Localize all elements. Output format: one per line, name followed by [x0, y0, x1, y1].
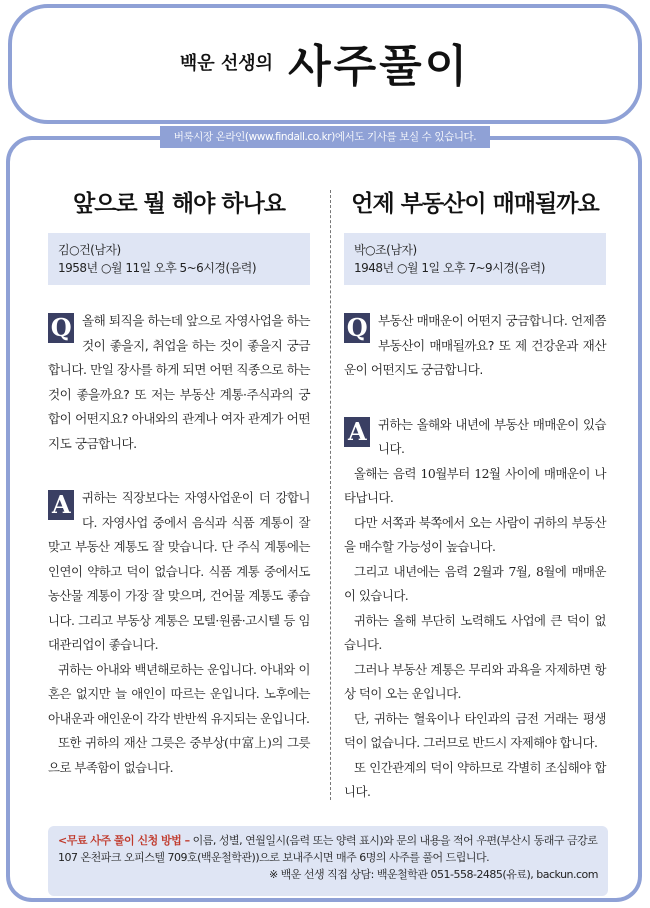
column-left [48, 185, 310, 780]
column-right [344, 185, 606, 805]
right-answer-paragraph: 다만 서쪽과 북쪽에서 오는 사람이 귀하의 부동산을 매수할 가능성이 높습니다. [344, 514, 606, 554]
application-method-heading: <무료 사주 풀이 신청 방법 – [58, 834, 190, 847]
contact-line: ※ 백운 선생 직접 상담: 백운철학관 051-558-2485(유료), backun.com [268, 868, 598, 881]
application-method-body: 이름, 성별, 연월일시(음력 또는 양력 표시)와 문의 내용을 적어 우편(부산시 동래구 금강로 107 온천파크 오피스텔 709호(백운철학관))으로 보내주시면 매주 6명의 사주를 풀어 드립니다. [58, 834, 598, 864]
left-answer-paragraph: 또한 귀하의 재산 그릇은 중부상(中富上)의 그릇으로 부족함이 없습니다. [48, 735, 310, 775]
right-birth: 1948년 ○월 1일 오후 7~9시경(음력) [354, 261, 545, 275]
left-answer [48, 486, 310, 780]
left-question-text: 올해 퇴직을 하는데 앞으로 자영사업을 하는 것이 좋을지, 취업을 하는 것이 좋을지 궁금합니다. 만일 장사를 하게 되면 어떤 직종으로 하는 것이 좋을까요? 또 저는 부동산 계통·주식과의 궁합이 어떤지요? 아내와의 관계나 여자 관계가 어떤지도 궁금합니다. [48, 313, 310, 451]
left-title: 앞으로 뭘 해야 하나요 [73, 190, 285, 217]
masthead-title: 사주풀이 [288, 41, 471, 92]
right-name: 박○조(남자) [354, 243, 417, 257]
masthead-pretitle: 백운 선생의 [179, 53, 274, 74]
left-answer-paragraph: 귀하는 직장보다는 자영사업운이 더 강합니다. 자영사업 중에서 음식과 식품 계통이 잘 맞고 부동산 계통도 잘 맞습니다. 단 주식 계통에는 인연이 약하고 덕이 없습니다. 식품 계통 중에서도 농산물 계통이 가장 잘 맞으며, 건어물 계통도 좋습니다. 그리고 부동상 계통은 모텔·원룸·고시텔 등 임대관리업이 좋습니다. [48, 490, 310, 652]
right-answer-paragraph: 올해는 음력 10월부터 12월 사이에 매매운이 나타납니다. [344, 465, 606, 505]
right-answer-paragraph: 그러나 부동산 계통은 무리와 과욕을 자제하면 항상 덕이 오는 운입니다. [344, 661, 606, 701]
right-info-box [344, 233, 606, 285]
right-answer-paragraph: 단, 귀하는 혈육이나 타인과의 금전 거래는 평생 덕이 없습니다. 그러므로 반드시 자제해야 합니다. [344, 710, 606, 750]
question-badge: Q [48, 313, 74, 343]
application-method [58, 832, 598, 866]
question-badge: Q [344, 313, 370, 343]
masthead [0, 30, 650, 94]
right-answer-paragraph: 그리고 내년에는 음력 2월과 7월, 8월에 매매운이 있습니다. [344, 563, 606, 603]
column-divider [330, 190, 331, 800]
left-answer-paragraph: 귀하는 아내와 백년해로하는 운입니다. 아내와 이혼은 없지만 늘 애인이 따르는 운입니다. 노후에는 아내운과 애인운이 각각 반반씩 유지되는 운입니다. [48, 661, 310, 726]
answer-badge: A [344, 417, 370, 447]
online-notice-bar: 버룩시장 온라인(www.findall.co.kr)에서도 기사를 보실 수 있습니다. [160, 126, 490, 148]
right-answer-paragraph: 귀하는 올해 부단히 노력해도 사업에 큰 덕이 없습니다. [344, 612, 606, 652]
left-birth: 1958년 ○월 11일 오후 5~6시경(음력) [58, 261, 257, 275]
right-answer-paragraph: 또 인간관계의 덕이 약하므로 각별히 조심해야 합니다. [344, 759, 606, 799]
left-name: 김○건(남자) [58, 243, 121, 257]
right-title: 언제 부동산이 매매될까요 [351, 190, 599, 217]
left-question [48, 309, 310, 456]
right-question-text: 부동산 매매운이 어떤지 궁금합니다. 언제쯤 부동산이 매매될까요? 또 제 건강운과 재산운이 어떤지도 궁금합니다. [344, 313, 606, 377]
application-info-box [48, 826, 608, 896]
left-info-box [48, 233, 310, 285]
right-answer-paragraph: 귀하는 올해와 내년에 부동산 매매운이 있습니다. [378, 416, 606, 456]
right-answer [344, 413, 606, 805]
answer-badge: A [48, 490, 74, 520]
right-question [344, 309, 606, 383]
